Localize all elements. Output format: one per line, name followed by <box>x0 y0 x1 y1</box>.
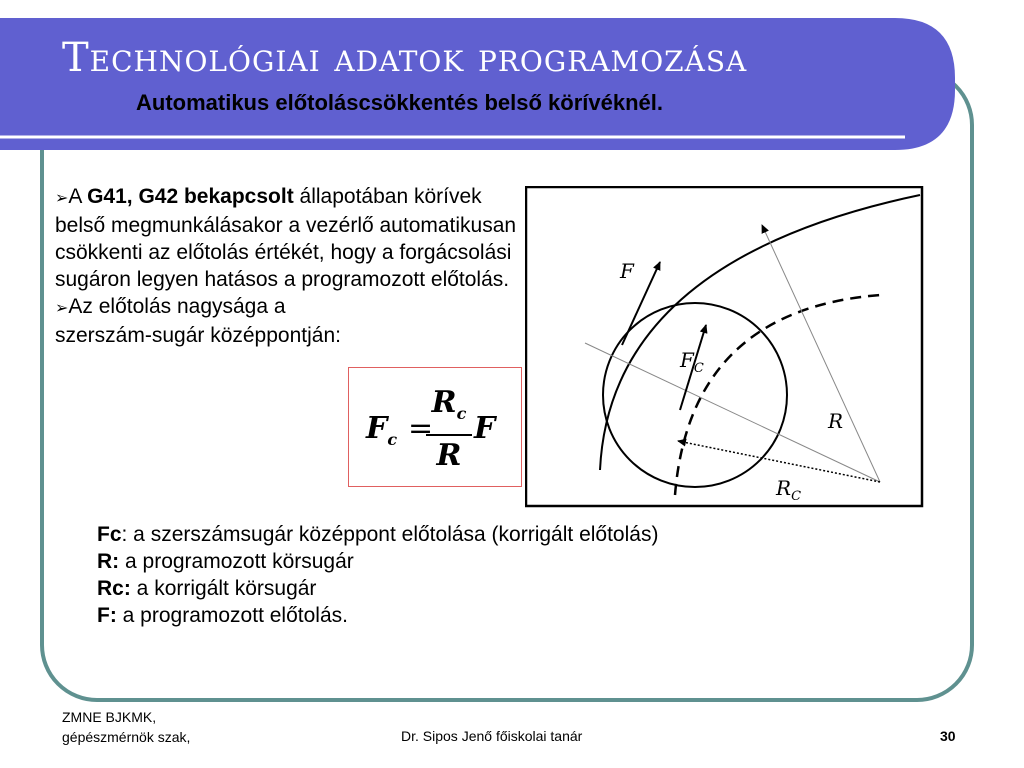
formula-denominator: R <box>436 438 462 473</box>
legend-item <box>97 575 658 602</box>
legend-list <box>97 521 658 629</box>
bullet-list <box>55 183 525 349</box>
bullet-1-bold: G41, G42 bekapcsolt <box>87 185 294 208</box>
legend-desc: a programozott körsugár <box>119 550 354 573</box>
legend-desc: a korrigált körsugár <box>130 577 317 600</box>
page-number: 30 <box>940 728 956 744</box>
footer-institution <box>62 707 190 747</box>
bullet-arrow-icon: ➢ <box>55 190 69 207</box>
footer-line-2: gépészmérnök szak, <box>62 729 191 745</box>
slide-subtitle: Automatikus előtoláscsökkentés belső körívéknél. <box>136 90 663 115</box>
formula-equals: = <box>408 411 434 446</box>
legend-item <box>97 521 658 548</box>
legend-item <box>97 602 658 629</box>
legend-item <box>97 548 658 575</box>
legend-term: Fc <box>97 523 122 546</box>
legend-term: R: <box>97 550 120 573</box>
bullet-2 <box>55 293 355 349</box>
footer-line-1: ZMNE BJKMK, <box>62 709 157 725</box>
legend-term: F: <box>97 604 117 627</box>
legend-term: Rc: <box>97 577 131 600</box>
footer-author: Dr. Sipos Jenő főiskolai tanár <box>401 728 583 744</box>
legend-desc: : a szerszámsugár középpont előtolása (korrigált előtolás) <box>121 523 659 546</box>
legend-desc: a programozott előtolás. <box>116 604 348 627</box>
bullet-2-text: Az előtolás nagysága a szerszám-sugár középpontján: <box>55 295 341 347</box>
circle-compensation-diagram <box>525 186 924 509</box>
formula-lhs: $F_c$ <box>366 411 398 449</box>
label-f: F <box>620 259 634 283</box>
formula-numerator: $R_c$ <box>426 383 472 436</box>
slide-title: Technológiai adatok programozása <box>62 35 748 81</box>
label-rc: $R_C$ <box>776 476 802 504</box>
bullet-1-prefix: A <box>68 185 88 208</box>
bullet-arrow-icon: ➢ <box>55 300 69 317</box>
label-fc: $F_C$ <box>680 348 704 376</box>
diagram-frame <box>526 187 922 506</box>
formula-fraction <box>426 383 472 476</box>
bullet-1 <box>55 183 525 293</box>
formula-rhs: F <box>474 411 496 446</box>
bullet-1-text: állapotában körívek belső megmunkálásakor a vezérlő automatikusan csökkenti az előtolás értékét, hogy a forgácsolási sugáron legyen hatásos a programozott előtolás. <box>55 185 517 291</box>
label-r: R <box>828 409 844 433</box>
